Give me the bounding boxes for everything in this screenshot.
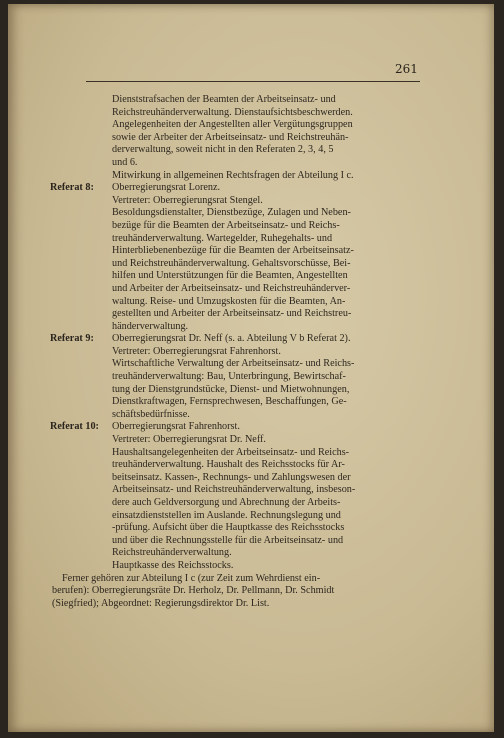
text-line: [0, 346, 486, 359]
text-line: [0, 182, 486, 195]
line-text: gestellten und Arbeiter der Arbeitseinsatz- und Reichstreu-: [112, 308, 352, 320]
text-line: [0, 270, 486, 283]
line-text: waltung. Reise- und Umzugskosten für die Beamten, An-: [112, 295, 346, 307]
line-text: hilfen und Unterstützungen für die Beamten, Angestellten: [112, 270, 348, 282]
text-line: [0, 384, 486, 397]
line-text: sowie der Arbeiter der Arbeitseinsatz- und Reichstreuhän-: [112, 131, 349, 143]
text-line: [0, 560, 486, 573]
line-text: berufen): Oberregierungsräte Dr. Herholz, Dr. Pellmann, Dr. Schmidt: [52, 585, 335, 597]
line-text: Reichstreuhänderverwaltung.: [112, 547, 232, 559]
line-text: Hinterbliebenenbezüge für die Beamten der Arbeitseinsatz-: [112, 245, 354, 257]
text-line: [0, 547, 486, 560]
text-line: [0, 396, 486, 409]
line-text: Besoldungsdienstalter, Dienstbezüge, Zulagen und Neben-: [112, 207, 351, 219]
text-line: [0, 409, 486, 422]
line-text: Hauptkasse des Reichsstocks.: [112, 559, 234, 571]
text-line: [0, 258, 486, 271]
text-line: [0, 434, 486, 447]
referat-label: Referat 9:: [50, 333, 94, 345]
line-text: -prüfung. Aufsicht über die Hauptkasse des Reichsstocks: [112, 522, 345, 534]
text-line: [0, 233, 486, 246]
text-line: [0, 333, 486, 346]
text-line: [0, 447, 486, 460]
page-number: 261: [395, 62, 418, 76]
line-text: einsatzdienststellen im Auslande. Rechnungslegung und: [112, 509, 341, 521]
line-text: Vertreter: Oberregierungsrat Dr. Neff.: [112, 434, 266, 446]
referat-heading-text: Oberregierungsrat Dr. Neff (s. a. Abteilung V b Referat 2).: [112, 333, 351, 345]
line-text: beitseinsatz. Kassen-, Rechnungs- und Zahlungswesen der: [112, 471, 351, 483]
text-line: [0, 119, 486, 132]
line-text: bezüge für die Beamten der Arbeitseinsatz- und Reichs-: [112, 219, 340, 231]
line-text: und Arbeiter der Arbeitseinsatz- und Reichstreuhänderver-: [112, 282, 351, 294]
text-line: [0, 144, 486, 157]
text-line: [0, 358, 486, 371]
text-line: [0, 510, 486, 523]
line-text: Ferner gehören zur Abteilung I c (zur Zeit zum Wehrdienst ein-: [62, 572, 321, 584]
line-text: treuhänderverwaltung. Wartegelder, Ruhegehalts- und: [112, 232, 333, 244]
text-line: [0, 585, 486, 598]
text-line: [0, 321, 486, 334]
line-text: Angelegenheiten der Angestellten aller Vergütungsgruppen: [112, 119, 353, 131]
line-text: Vertreter: Oberregierungsrat Fahrenhorst.: [112, 345, 281, 357]
line-text: Reichstreuhänderverwaltung. Dienstaufsichtsbeschwerden.: [112, 106, 353, 118]
text-line: [0, 157, 486, 170]
text-line: [0, 245, 486, 258]
text-line: [0, 421, 486, 434]
text-line: [0, 308, 486, 321]
line-text: dere auch Geldversorgung und Abrechnung der Arbeits-: [112, 497, 341, 508]
text-line: [0, 195, 486, 208]
text-line: [0, 296, 486, 309]
line-text: tung der Dienstgrundstücke, Dienst- und Mietwohnungen,: [112, 383, 350, 395]
text-line: [0, 573, 486, 586]
referat-label: Referat 8:: [50, 182, 94, 194]
text-line: [0, 371, 486, 384]
text-line: [0, 220, 486, 233]
line-text: und über die Rechnungsstelle für die Arbeitseinsatz- und: [112, 534, 344, 546]
text-line: [0, 207, 486, 220]
referat-label: Referat 10:: [50, 421, 99, 433]
line-text: (Siegfried); Abgeordnet: Regierungsdirektor Dr. List.: [52, 597, 270, 609]
line-text: Dienstkraftwagen, Fernsprechwesen, Beschaffungen, Ge-: [112, 396, 347, 408]
line-text: Haushaltsangelegenheiten der Arbeitseinsatz- und Reichs-: [112, 446, 350, 458]
line-text: Mitwirkung in allgemeinen Rechtsfragen der Abteilung I c.: [112, 169, 354, 181]
referat-heading-text: Oberregierungsrat Lorenz.: [112, 182, 221, 194]
text-line: [0, 132, 486, 145]
text-line: [0, 484, 486, 497]
line-text: und 6.: [112, 156, 138, 168]
text-line: [0, 497, 486, 510]
text-line: [0, 522, 486, 535]
line-text: Dienststrafsachen der Beamten der Arbeitseinsatz- und: [112, 94, 336, 105]
text-line: [0, 107, 486, 120]
page-text: [0, 94, 486, 610]
line-text: Arbeitseinsatz- und Reichstreuhänderverwaltung, insbeson-: [112, 484, 356, 496]
text-line: [0, 170, 486, 183]
line-text: treuhänderverwaltung: Bau, Unterbringung, Bewirtschaf-: [112, 371, 346, 383]
line-text: und Reichstreuhänderverwaltung. Gehaltsvorschüsse, Bei-: [112, 257, 351, 269]
text-line: [0, 535, 486, 548]
referat-heading-text: Oberregierungsrat Fahrenhorst.: [112, 421, 240, 433]
line-text: treuhänderverwaltung. Haushalt des Reichsstocks für Ar-: [112, 459, 345, 471]
text-line: [0, 459, 486, 472]
text-line: [0, 472, 486, 485]
line-text: derverwaltung, soweit nicht in den Referaten 2, 3, 4, 5: [112, 144, 334, 156]
text-line: [0, 94, 486, 107]
line-text: schäftsbedürfnisse.: [112, 408, 190, 420]
text-line: [0, 598, 486, 611]
header-rule: [86, 81, 420, 82]
line-text: Vertreter: Oberregierungsrat Stengel.: [112, 194, 263, 206]
text-line: [0, 283, 486, 296]
line-text: händerverwaltung.: [112, 320, 189, 332]
line-text: Wirtschaftliche Verwaltung der Arbeitseinsatz- und Reichs-: [112, 358, 355, 370]
